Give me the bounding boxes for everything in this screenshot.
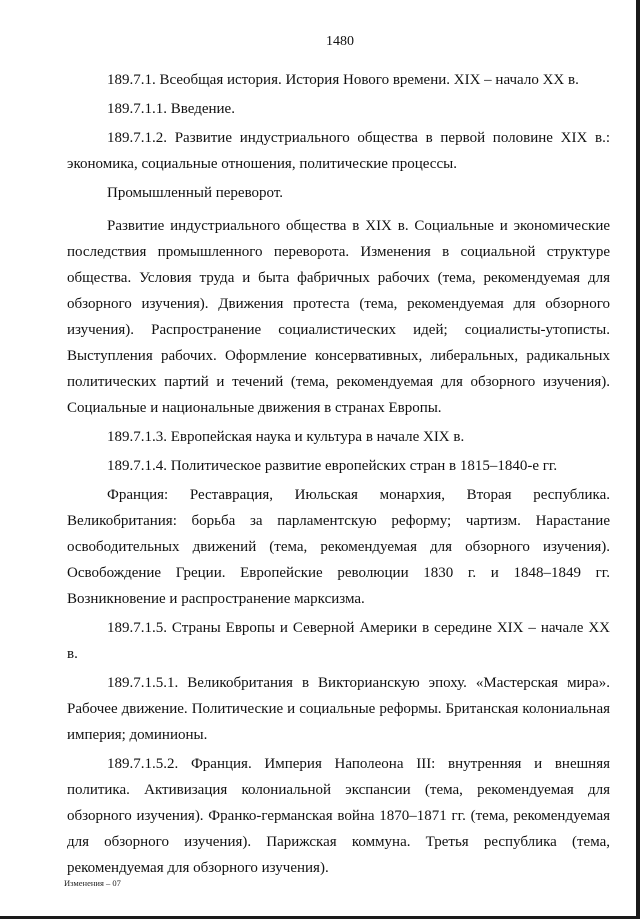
scan-edge-right [636,0,640,919]
document-body [67,67,610,881]
heading-189-7-1-1: 189.7.1.1. Введение. [107,101,235,117]
heading-189-7-1-5: 189.7.1.5. Страны Европы и Северной Америки в середине XIX – начале XX в. [67,620,610,662]
heading-189-7-1-3: 189.7.1.3. Европейская наука и культура в начале XIX в. [107,429,465,445]
subheading-industrial-revolution: Промышленный переворот. [107,185,284,201]
paragraph-189-7-1-5-1: 189.7.1.5.1. Великобритания в Викторианскую эпоху. «Мастерская мира». Рабочее движение. Политические и социальные реформы. Британская колониальная империя; доминионы. [67,675,610,743]
footer-note: Изменения – 07 [64,878,121,888]
page-number: 1480 [326,34,354,49]
heading-189-7-1-2: 189.7.1.2. Развитие индустриального общества в первой половине XIX в.: экономика, социальные отношения, политические процессы. [67,130,610,172]
paragraph-189-7-1-5-2: 189.7.1.5.2. Франция. Империя Наполеона III: внутренняя и внешняя политика. Активизация колониальной экспансии (тема, рекомендуемая для обзорного изучения). Франко-германская война 1870–1871 гг. (тема, рекомендуемая для обзорного изучения). Парижская коммуна. Третья республика (тема, рекомендуемая для обзорного изучения). [67,756,610,876]
paragraph-industrial-society: Развитие индустриального общества в XIX в. Социальные и экономические последствия промышленного переворота. Изменения в социальной структуре общества. Условия труда и быта фабричных рабочих (тема, рекомендуемая для обзорного изучения). Движения протеста (тема, рекомендуемая для обзорного изучения). Распространение социалистических идей; социалисты-утописты. Выступления рабочих. Оформление консервативных, либеральных, радикальных политических партий и течений (тема, рекомендуемая для обзорного изучения). Социальные и национальные движения в странах Европы. [67,218,610,416]
heading-189-7-1-4: 189.7.1.4. Политическое развитие европейских стран в 1815–1840-е гг. [107,458,558,474]
paragraph-political-development: Франция: Реставрация, Июльская монархия, Вторая республика. Великобритания: борьба за парламентскую реформу; чартизм. Нарастание освободительных движений (тема, рекомендуемая для обзорного изучения). Освобождение Греции. Европейские революции 1830 г. и 1848–1849 гг. Возникновение и распространение марксизма. [67,487,610,607]
heading-189-7-1: 189.7.1. Всеобщая история. История Нового времени. XIX – начало XX в. [107,72,579,88]
